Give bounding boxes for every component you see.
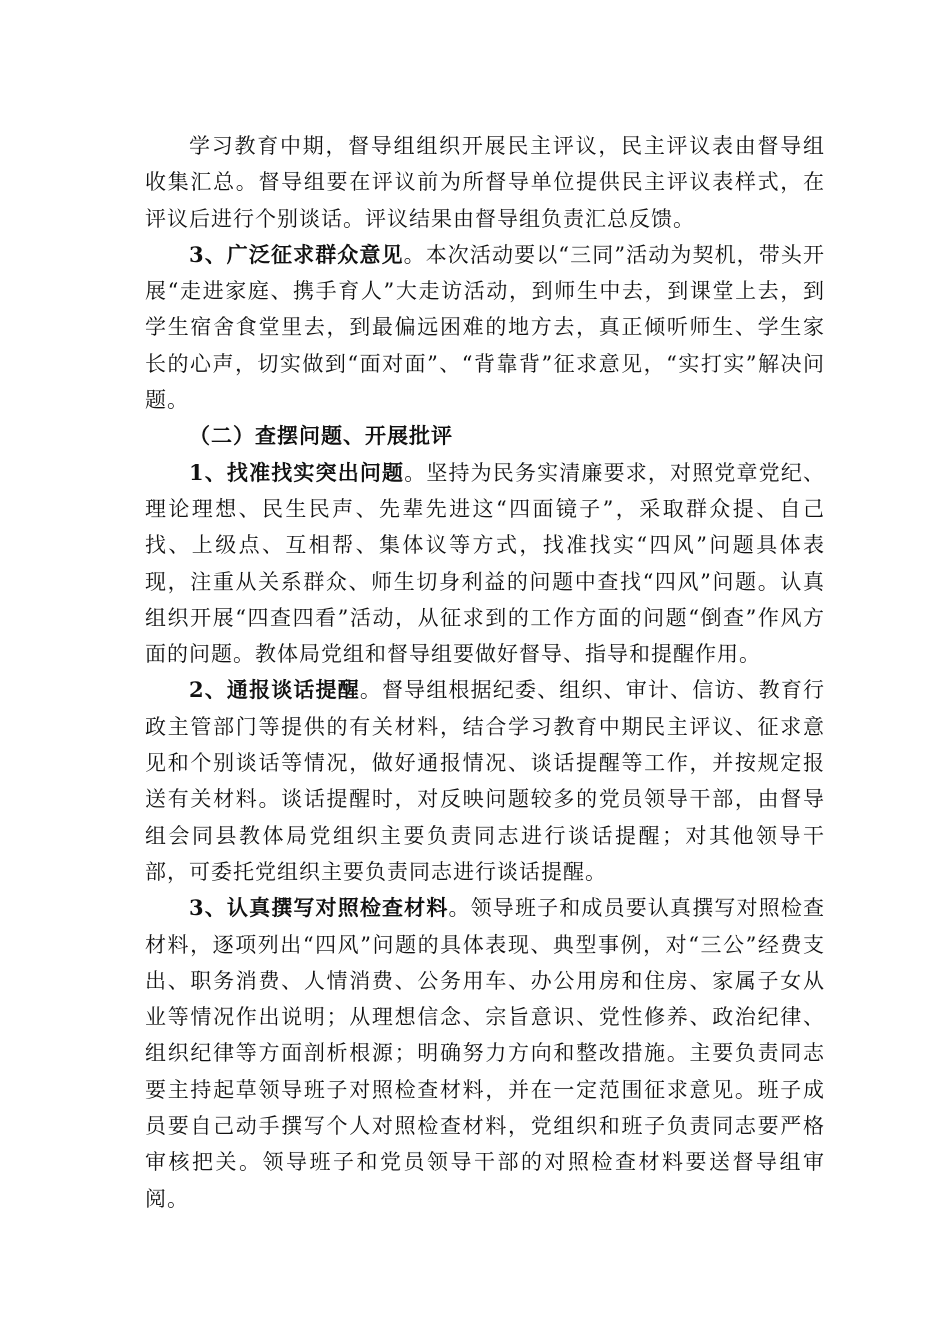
paragraph-check-materials [145, 890, 825, 1217]
paragraph-text: 。坚持为民务实清廉要求，对照党章党纪、理论理想、民生民声、先辈先进这“四面镜子”，采取群众提、自己找、上级点、互相帮、集体议等方式，找准找实“四风”问题具体表现，注重从关系群众、师生切身利益的问题中查找“四风”问题。认真组织开展“四查四看”活动，从征求到的工作方面的问题“倒查”作风方面的问题。教体局党组和督导组要做好督导、指导和提醒作用。 [145, 460, 825, 667]
paragraph-text: 。督导组根据纪委、组织、审计、信访、教育行政主管部门等提供的有关材料，结合学习教育中期民主评议、征求意见和个别谈话等情况，做好通报情况、谈话提醒等工作，并按规定报送有关材料。谈话提醒时，对反映问题较多的党员领导干部，由督导组会同县教体局党组织主要负责同志进行谈话提醒；对其他领导干部，可委托党组织主要负责同志进行谈话提醒。 [145, 678, 825, 884]
paragraph-lead: 1、找准找实突出问题 [189, 459, 405, 485]
paragraph-text: 学习教育中期，督导组组织开展民主评议，民主评议表由督导组收集汇总。督导组要在评议前为所督导单位提供民主评议表样式，在评议后进行个别谈话。评议结果由督导组负责汇总反馈。 [145, 134, 825, 231]
paragraph-text: 。领导班子和成员要认真撰写对照检查材料，逐项列出“四风”问题的具体表现、典型事例，对“三公”经费支出、职务消费、人情消费、公务用车、办公用房和住房、家属子女从业等情况作出说明；从理想信念、宗旨意识、党性修养、政治纪律、组织纪律等方面剖析根源；明确努力方向和整改措施。主要负责同志要主持起草领导班子对照检查材料，并在一定范围征求意见。班子成员要自己动手撰写个人对照检查材料，党组织和班子负责同志要严格审核把关。领导班子和党员领导干部的对照检查材料要送督导组审阅。 [145, 896, 825, 1211]
paragraph-lead: 3、广泛征求群众意见 [189, 241, 404, 267]
paragraph-find-problems [145, 455, 825, 673]
paragraph-text: 。本次活动要以“三同”活动为契机，带头开展“走进家庭、携手育人”大走访活动，到师生中去，到课堂上去，到学生宿舍食堂里去，到最偏远困难的地方去，真正倾听师生、学生家长的心声，切实做到“面对面”、“背靠背”征求意见，“实打实”解决问题。 [145, 242, 825, 413]
paragraph-lead: 2、通报谈话提醒 [189, 677, 360, 703]
paragraph-talk-reminder [145, 672, 825, 890]
paragraph-solicit-opinions [145, 237, 825, 418]
paragraph-democratic-review [145, 128, 825, 237]
document-body [145, 128, 825, 1217]
paragraph-lead: 3、认真撰写对照检查材料 [189, 895, 449, 921]
section-heading: （二）查摆问题、开展批评 [189, 423, 453, 449]
